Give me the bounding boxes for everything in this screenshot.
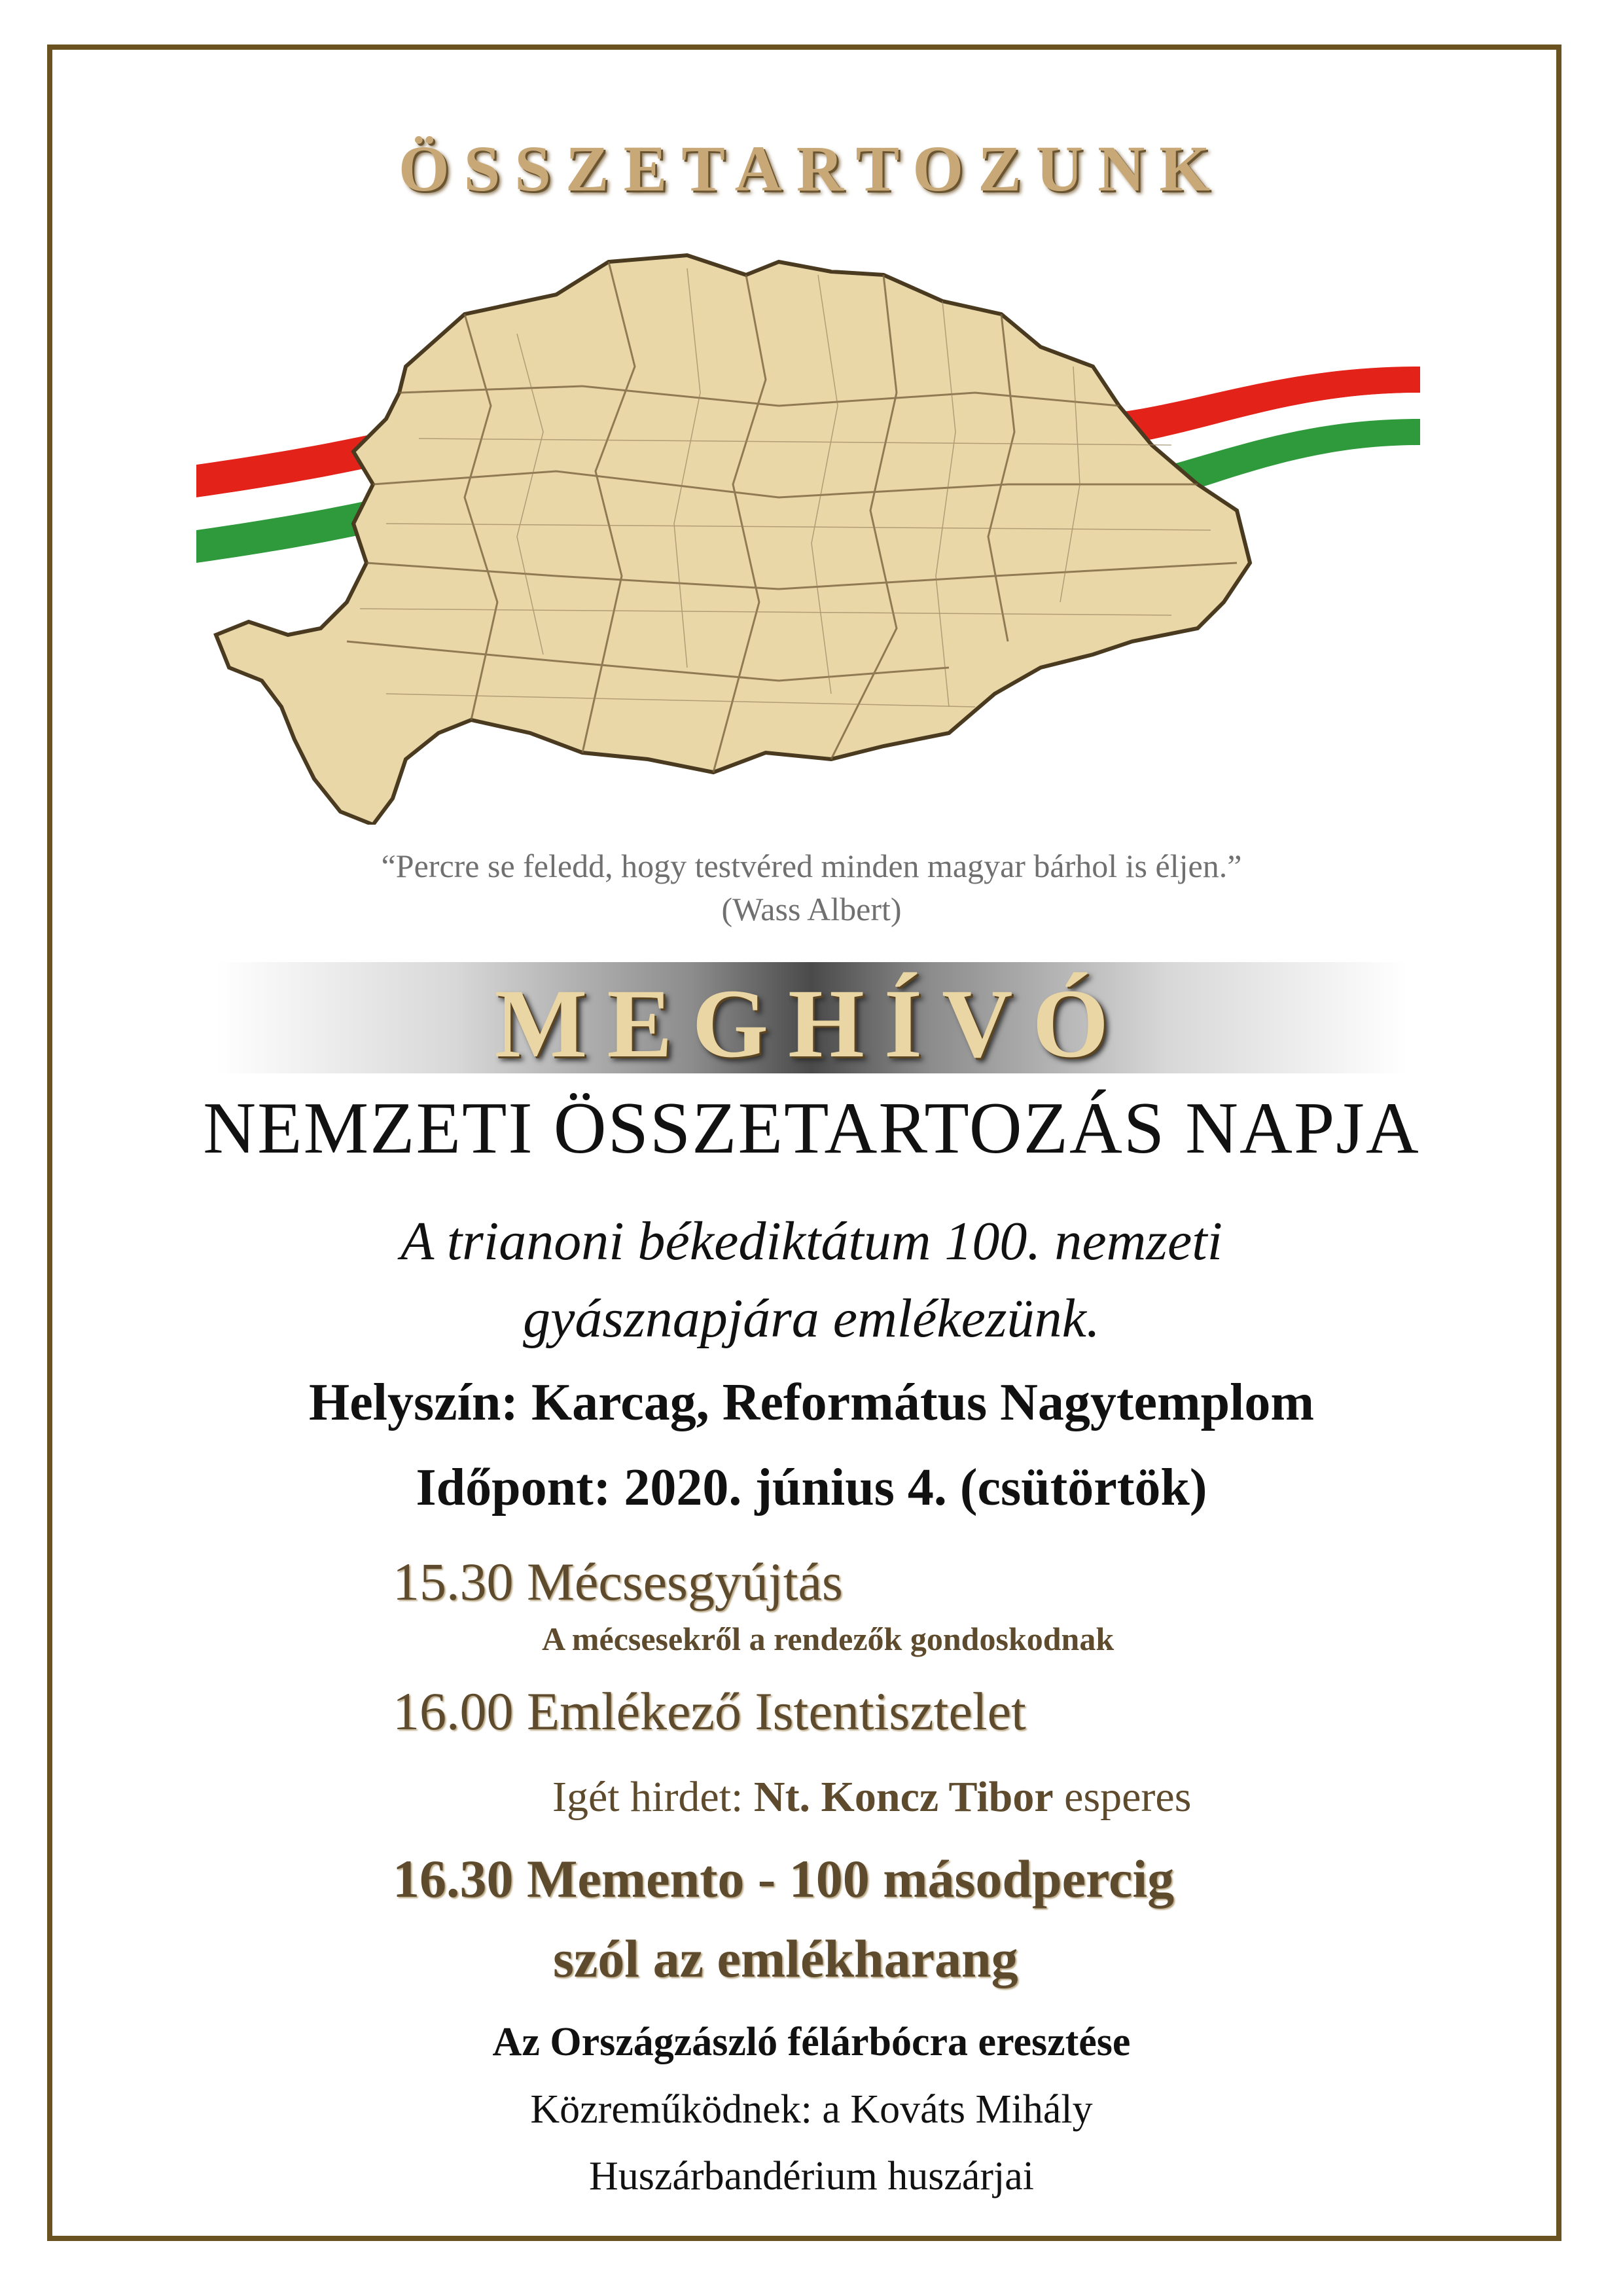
map-outline — [216, 255, 1250, 825]
page-title: ÖSSZETARTOZUNK — [398, 132, 1225, 205]
event-subtitle-line1: A trianoni békediktátum 100. nemzeti — [401, 1211, 1222, 1272]
footer-contributors: Közreműködnek: a Kováts Mihály — [530, 2087, 1093, 2132]
event-subtitle — [0, 1203, 1623, 1357]
schedule-item-service: 16.00 Emlékező Istentisztelet — [393, 1681, 1026, 1741]
event-subtitle-line2: gyásznapjára emlékezünk. — [523, 1287, 1100, 1349]
preacher-prefix: Igét hirdet: — [552, 1773, 754, 1821]
event-location: Helyszín: Karcag, Református Nagytemplom — [308, 1374, 1314, 1431]
footer-contributors-line2: Huszárbandérium huszárjai — [588, 2154, 1034, 2198]
schedule-item-memento-line2: szól az emlékharang — [553, 1929, 1018, 1988]
invitation-banner — [216, 962, 1407, 1078]
schedule-preacher — [552, 1772, 1191, 1822]
preacher-name: Nt. Koncz Tibor — [753, 1773, 1054, 1821]
footer-flag-ceremony: Az Országzászló félárbócra eresztése — [492, 2020, 1131, 2064]
preacher-suffix: esperes — [1053, 1773, 1192, 1821]
invitation-banner-text: MEGHÍVÓ — [494, 969, 1129, 1078]
historic-hungary-map — [190, 236, 1433, 825]
schedule-item-candle-note: A mécsesekről a rendezők gondoskodnak — [542, 1621, 1115, 1657]
event-date: Időpont: 2020. június 4. (csütörtök) — [416, 1459, 1207, 1516]
quote-author: (Wass Albert) — [721, 891, 902, 927]
schedule-item-candle-lighting: 15.30 Mécsesgyújtás — [393, 1552, 843, 1611]
event-title: NEMZETI ÖSSZETARTOZÁS NAPJA — [203, 1088, 1420, 1169]
quote-text: “Percre se feledd, hogy testvéred minden magyar bárhol is éljen.” — [381, 848, 1242, 884]
schedule-item-memento: 16.30 Memento - 100 másodpercig — [393, 1849, 1175, 1909]
